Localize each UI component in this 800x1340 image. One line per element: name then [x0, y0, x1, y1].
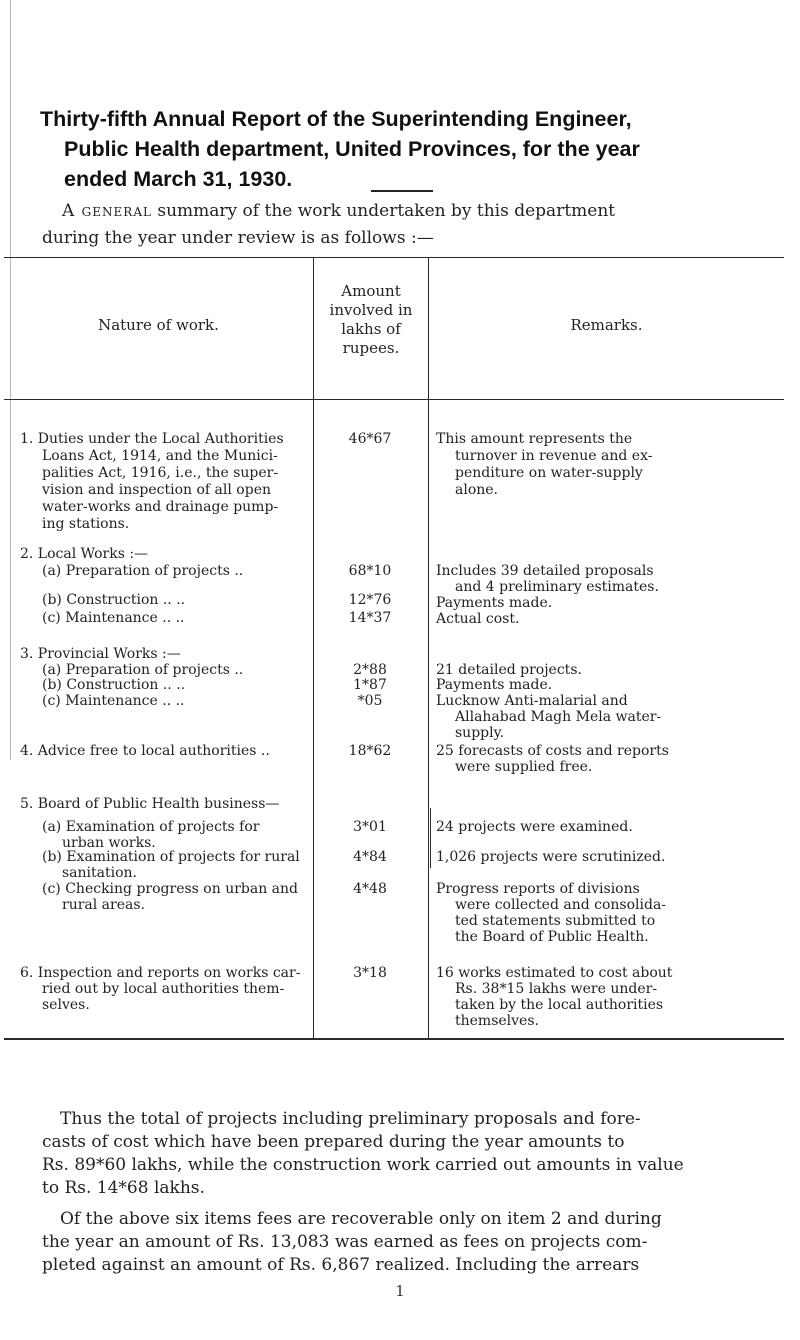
- table-column-divider-1: [313, 257, 314, 1038]
- row-3c-amount: *05: [357, 693, 383, 709]
- header-amount: [314, 282, 428, 358]
- row-2a-amount: 68*10: [348, 563, 392, 579]
- row-6-remarks-line-1: 16 works estimated to cost about: [436, 965, 673, 981]
- body-p1-line-4: to Rs. 14*68 lakhs.: [42, 1178, 205, 1198]
- body-paragraph-1: [42, 1108, 782, 1200]
- row-2b-nature: (b) Construction .. ..: [42, 592, 186, 608]
- row-6-remarks-line-3: taken by the local authorities: [455, 997, 664, 1013]
- header-amount-line-4: rupees.: [342, 339, 400, 357]
- row-6-amount: 3*18: [353, 965, 387, 981]
- row-5-heading: 5. Board of Public Health business—: [20, 796, 280, 812]
- row-3b-remarks: Payments made.: [436, 677, 553, 693]
- row-1-nature-line-4: vision and inspection of all open: [42, 482, 271, 498]
- row-5c-nature-line-2: rural areas.: [62, 897, 145, 913]
- table-top-rule: [4, 257, 784, 258]
- row-6-nature-line-3: selves.: [42, 997, 90, 1013]
- row-1-nature-line-2: Loans Act, 1914, and the Munici-: [42, 448, 278, 464]
- header-remarks: Remarks.: [570, 316, 643, 334]
- row-1-remarks-line-3: penditure on water-supply: [455, 465, 643, 481]
- body-p1-line-2: casts of cost which have been prepared during the year amounts to: [42, 1132, 625, 1152]
- row-2a-remarks-line-2: and 4 preliminary estimates.: [455, 579, 659, 595]
- row-2-heading: 2. Local Works :—: [20, 546, 149, 562]
- row-1-remarks-line-4: alone.: [455, 482, 499, 498]
- row-5c-remarks-line-2: were collected and consolida-: [455, 897, 667, 913]
- intro-paragraph: [42, 198, 782, 252]
- intro-line-1: [62, 198, 782, 225]
- row-4-amount: 18*62: [348, 743, 392, 759]
- title-line-3: ended March 31, 1930.: [64, 167, 293, 191]
- header-nature: Nature of work.: [98, 316, 219, 334]
- row-1-remarks-line-1: This amount represents the: [436, 431, 633, 447]
- row-5b-amount: 4*84: [353, 849, 387, 865]
- row-5b-nature-line-2: sanitation.: [62, 865, 137, 881]
- row-4-remarks-line-1: 25 forecasts of costs and reports: [436, 743, 669, 759]
- row-2a-remarks-line-1: Includes 39 detailed proposals: [436, 563, 654, 579]
- row-1-nature-line-1: 1. Duties under the Local Authorities: [20, 431, 284, 447]
- row-1-nature-line-5: water-works and drainage pump-: [42, 499, 279, 515]
- title-line-2: Public Health department, United Provinces, for the year: [64, 137, 640, 161]
- body-p1-line-1: Thus the total of projects including preliminary proposals and fore-: [60, 1109, 641, 1129]
- title-divider: [371, 190, 433, 192]
- remarks-inner-divider: [430, 808, 431, 868]
- body-p2-line-1: Of the above six items fees are recoverable only on item 2 and during: [60, 1209, 662, 1229]
- row-6-remarks-line-2: Rs. 38*15 lakhs were under-: [455, 981, 658, 997]
- table-column-divider-2: [428, 257, 429, 1038]
- row-3a-remarks: 21 detailed projects.: [436, 662, 582, 678]
- table-bottom-rule: [4, 1038, 784, 1040]
- row-1-amount: 46*67: [348, 431, 392, 447]
- row-6-nature-line-2: ried out by local authorities them-: [42, 981, 285, 997]
- intro-line-2: during the year under review is as follows :—: [42, 228, 434, 248]
- row-4-nature: 4. Advice free to local authorities ..: [20, 743, 270, 759]
- row-1-nature-line-3: palities Act, 1916, i.e., the super-: [42, 465, 279, 481]
- row-1-nature-line-6: ing stations.: [42, 516, 130, 532]
- row-6-remarks-line-4: themselves.: [455, 1013, 539, 1029]
- header-amount-line-3: lakhs of: [341, 320, 401, 338]
- row-5c-amount: 4*48: [353, 881, 387, 897]
- body-paragraph-2: [42, 1208, 782, 1277]
- row-5b-nature-line-1: (b) Examination of projects for rural: [42, 849, 300, 865]
- table-header-rule: [4, 399, 784, 400]
- title-line-1: Thirty-fifth Annual Report of the Superintending Engineer,: [40, 107, 632, 131]
- row-2c-amount: 14*37: [348, 610, 392, 626]
- row-3b-amount: 1*87: [353, 677, 387, 693]
- row-5a-remarks: 24 projects were examined.: [436, 819, 633, 835]
- row-4-remarks-line-2: were supplied free.: [455, 759, 593, 775]
- row-2c-nature: (c) Maintenance .. ..: [42, 610, 185, 626]
- row-2a-nature: (a) Preparation of projects ..: [42, 563, 244, 579]
- row-3a-nature: (a) Preparation of projects ..: [42, 662, 244, 678]
- body-p1-line-3: Rs. 89*60 lakhs, while the construction work carried out amounts in value: [42, 1155, 684, 1175]
- row-2c-remarks: Actual cost.: [436, 611, 520, 627]
- row-3c-remarks-line-1: Lucknow Anti-malarial and: [436, 693, 628, 709]
- row-5c-remarks-line-1: Progress reports of divisions: [436, 881, 640, 897]
- report-title: [40, 104, 780, 194]
- body-p2-line-3: pleted against an amount of Rs. 6,867 realized. Including the arrears: [42, 1255, 640, 1275]
- header-amount-line-2: involved in: [329, 301, 413, 319]
- page-number: 1: [395, 1282, 405, 1300]
- row-6-nature-line-1: 6. Inspection and reports on works car-: [20, 965, 301, 981]
- row-2b-remarks: Payments made.: [436, 595, 553, 611]
- row-3-heading: 3. Provincial Works :—: [20, 646, 181, 662]
- row-3b-nature: (b) Construction .. ..: [42, 677, 186, 693]
- row-1-remarks-line-2: turnover in revenue and ex-: [455, 448, 653, 464]
- row-5a-nature-line-2: urban works.: [62, 835, 156, 851]
- page-edge-line: [10, 0, 11, 760]
- intro-lead: A general: [62, 201, 152, 221]
- header-amount-line-1: Amount: [341, 282, 401, 300]
- row-5b-remarks: 1,026 projects were scrutinized.: [436, 849, 666, 865]
- row-5c-remarks-line-3: ted statements submitted to: [455, 913, 656, 929]
- row-3c-remarks-line-2: Allahabad Magh Mela water-: [455, 709, 662, 725]
- row-5a-nature-line-1: (a) Examination of projects for: [42, 819, 260, 835]
- row-3a-amount: 2*88: [353, 662, 387, 678]
- row-3c-nature: (c) Maintenance .. ..: [42, 693, 185, 709]
- row-3c-remarks-line-3: supply.: [455, 725, 505, 741]
- row-5a-amount: 3*01: [353, 819, 387, 835]
- intro-line-1-rest: summary of the work undertaken by this department: [151, 201, 616, 221]
- row-5c-remarks-line-4: the Board of Public Health.: [455, 929, 649, 945]
- row-2b-amount: 12*76: [348, 592, 392, 608]
- row-5c-nature-line-1: (c) Checking progress on urban and: [42, 881, 299, 897]
- body-p2-line-2: the year an amount of Rs. 13,083 was earned as fees on projects com-: [42, 1232, 648, 1252]
